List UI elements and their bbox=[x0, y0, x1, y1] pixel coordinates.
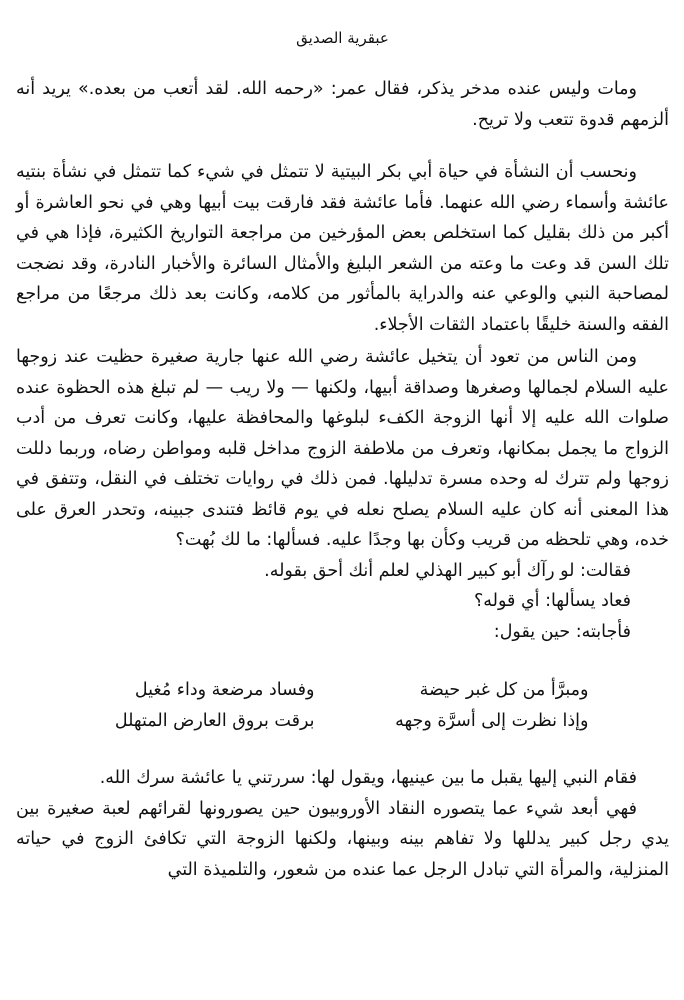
paragraph-5: فهي أبعد شيء عما يتصوره النقاد الأوروبيون حين يصورونها لقرائهم لعبة صغيرة بين يدي رجل كبير يدللها ولا تفاهم بينه وبينها، ولكنها الزوجة التي تكافئ الزوج في حياته المنزلية، والمرأة التي تبادل الرجل عما عنده من شعور، والتلميذة التي bbox=[16, 798, 669, 880]
running-header: عبقرية الصديق bbox=[296, 29, 389, 47]
poem-verse-1 bbox=[16, 675, 669, 706]
dialog-line-1: فقالت: لو رآك أبو كبير الهذلي لعلم أنك أحق بقوله. bbox=[264, 560, 631, 581]
verse-1-second-hemistich: وفساد مرضعة وداء مُغيل bbox=[134, 680, 315, 700]
paragraph-4: فقام النبي إليها يقبل ما بين عينيها، ويقول لها: سررتني يا عائشة سرك الله. bbox=[99, 768, 637, 788]
dialog-line-3: فأجابته: حين يقول: bbox=[493, 621, 631, 642]
paragraph-3: ومن الناس من تعود أن يتخيل عائشة رضي الله عنها جارية صغيرة حظيت عند زوجها عليه السلام لجمالها وصغرها وصداقة أبيها، ولكنها — ولا ريب — لم تبلغ هذه الحظوة عنده صلوات الله عليه إلا أنها الزوجة الكفء لبلوغها والمحافظة عليها، وكانت تعرف من أدب الزواج ما يجمل بمكانها، وتعرف من ملاطفة الزوج مداخل قلبه ومواطن رضاه، وربما دللت زوجها ولم تترك له وحده مسرة تدليلها. فمن ذلك في روايات تختلف في النقل، وتتفق في هذا المعنى أنه كان عليه السلام يصلح نعله في يوم قائظ فتندى جبينه، وتحدر العرق على خده، وهي تلحظه من قريب وكأن بها وجدًا عليه. فسألها: ما لك بُهت؟ bbox=[16, 347, 669, 550]
verse-2-second-hemistich: برقت بروق العارض المتهلل bbox=[114, 711, 315, 731]
paragraph-2: ونحسب أن النشأة في حياة أبي بكر البيتية لا تتمثل في شيء كما تتمثل في نشأة بنتيه عائشة وأسماء رضي الله عنهما. فأما عائشة فقد فارقت بيت أبيها وهي في نحو العاشرة أو أكبر من ذلك بقليل كما استخلص بعض المؤرخين من مراجعة التواريخ الكثيرة، فإذا هي في تلك السن قد وعت ما وعته من الشعر البليغ والأمثال السائرة والأخبار النادرة، وقد نضجت لمصاحبة النبي والوعي عنه والدراية بالمأثور من كلامه، وكانت بعد ذلك مرجعًا من مراجع الفقه والسنة خليقًا باعتماد الثقات الأجلاء. bbox=[16, 162, 669, 335]
paragraph-1: ومات وليس عنده مدخر يذكر، فقال عمر: «رحمه الله. لقد أتعب من بعده.» يريد أنه ألزمهم قدوة تتعب ولا تريح. bbox=[16, 79, 669, 130]
verse-2-first-hemistich: وإذا نظرت إلى أسرَّة وجهه bbox=[395, 711, 589, 731]
verse-1-first-hemistich: ومبرَّأ من كل غبر حيضة bbox=[419, 680, 589, 700]
page-body bbox=[16, 74, 669, 885]
dialog-line-2: فعاد يسألها: أي قوله؟ bbox=[473, 591, 631, 611]
dialog-block bbox=[16, 556, 669, 648]
poem-block bbox=[16, 675, 669, 737]
poem-verse-2 bbox=[16, 706, 669, 737]
